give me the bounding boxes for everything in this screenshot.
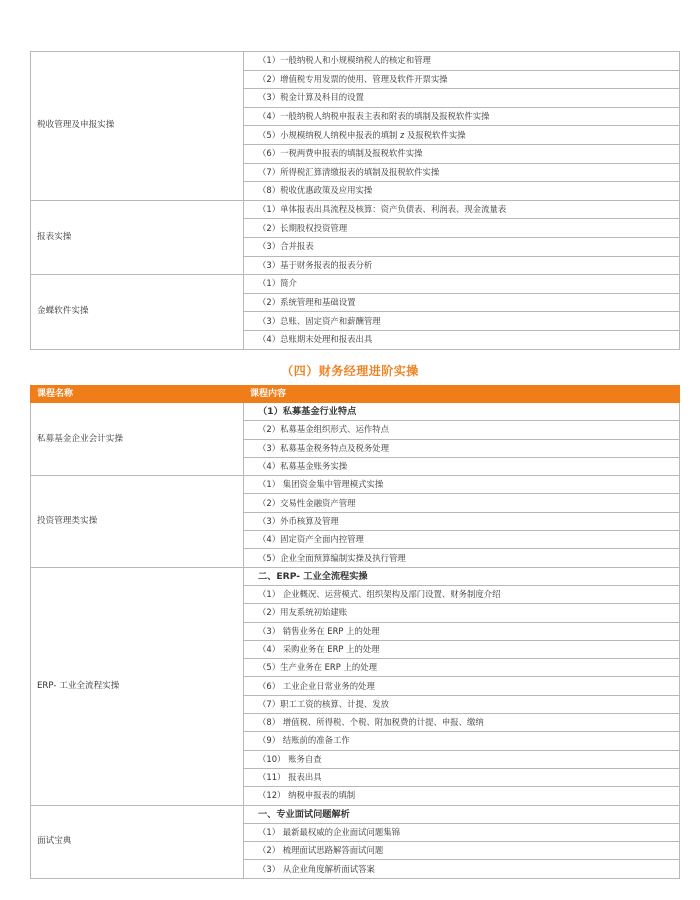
course-item: （2）增值税专用发票的使用、管理及软件开票实操 bbox=[244, 70, 680, 89]
course-item: （4）私募基金账务实操 bbox=[244, 457, 680, 475]
course-item: （7）职工工资的核算、计提、发放 bbox=[244, 695, 680, 713]
table-row bbox=[31, 52, 680, 71]
course-item: （3）外币核算及管理 bbox=[244, 512, 680, 530]
course-item: （1）一般纳税人和小规模纳税人的核定和管理 bbox=[244, 52, 680, 71]
course-item: （1） 集团资金集中管理模式实操 bbox=[244, 476, 680, 494]
course-item: （2）私募基金组织形式、运作特点 bbox=[244, 421, 680, 439]
course-name-cell: ERP- 工业全流程实操 bbox=[31, 567, 244, 805]
tax-course-table bbox=[30, 51, 680, 350]
course-item: （3）基于财务报表的报表分析 bbox=[244, 256, 680, 275]
course-item: （7）所得税汇算清缴报表的填制及报税软件实操 bbox=[244, 163, 680, 182]
table-header-row bbox=[31, 386, 680, 403]
course-item: （4）一般纳税人纳税申报表主表和附表的填制及报税软件实操 bbox=[244, 107, 680, 126]
table-row bbox=[31, 476, 680, 494]
course-item: （3） 从企业角度解析面试答案 bbox=[244, 860, 680, 878]
course-name-cell: 金蝶软件实操 bbox=[31, 275, 244, 349]
table-row bbox=[31, 200, 680, 219]
course-item: （1） 企业概况、运营模式、组织架构及部门设置、财务制度介绍 bbox=[244, 585, 680, 603]
course-item: 一、专业面试问题解析 bbox=[244, 805, 680, 823]
course-item: （5）生产业务在 ERP 上的处理 bbox=[244, 659, 680, 677]
column-header-course-content: 课程内容 bbox=[244, 386, 680, 403]
table-row bbox=[31, 805, 680, 823]
course-item: （3）合并报表 bbox=[244, 237, 680, 256]
course-item: （3）私募基金税务特点及税务处理 bbox=[244, 439, 680, 457]
course-item: （12） 纳税申报表的填制 bbox=[244, 787, 680, 805]
course-item: （3）税金计算及科目的设置 bbox=[244, 89, 680, 108]
table-row bbox=[31, 403, 680, 421]
course-item: （2）用友系统初始建账 bbox=[244, 604, 680, 622]
course-item: （2）长期股权投资管理 bbox=[244, 219, 680, 238]
course-item: （9） 结账前的准备工作 bbox=[244, 732, 680, 750]
course-item: （8） 增值税、所得税、个税、附加税费的计提、申报、缴纳 bbox=[244, 714, 680, 732]
course-item: （2）系统管理和基础设置 bbox=[244, 293, 680, 312]
section-title: （四）财务经理进阶实操 bbox=[281, 364, 419, 378]
course-item: （2） 梳理面试思路解答面试问题 bbox=[244, 842, 680, 860]
course-name-cell: 报表实操 bbox=[31, 200, 244, 274]
course-item: （5）小规模纳税人纳税申报表的填制 z 及报税软件实操 bbox=[244, 126, 680, 145]
course-item: （4）固定资产全面内控管理 bbox=[244, 531, 680, 549]
course-item: （6） 工业企业日常业务的处理 bbox=[244, 677, 680, 695]
table-row bbox=[31, 275, 680, 294]
course-item: （4） 采购业务在 ERP 上的处理 bbox=[244, 640, 680, 658]
course-item: （11） 报表出具 bbox=[244, 768, 680, 786]
course-name-cell: 投资管理类实操 bbox=[31, 476, 244, 567]
course-name-cell: 私募基金企业会计实操 bbox=[31, 403, 244, 476]
course-item: （6）一税两费申报表的填制及报税软件实操 bbox=[244, 144, 680, 163]
course-item: （2）交易性金融资产管理 bbox=[244, 494, 680, 512]
course-item: （1）私募基金行业特点 bbox=[244, 403, 680, 421]
course-item: （10） 账务自查 bbox=[244, 750, 680, 768]
finance-manager-course-table bbox=[30, 385, 680, 879]
course-name-cell: 面试宝典 bbox=[31, 805, 244, 878]
course-name-cell: 税收管理及申报实操 bbox=[31, 52, 244, 201]
course-item: （1）单体报表出具流程及核算：资产负债表、利润表、现金流量表 bbox=[244, 200, 680, 219]
course-item: （5）企业全面预算编制实操及执行管理 bbox=[244, 549, 680, 567]
column-header-course-name: 课程名称 bbox=[31, 386, 244, 403]
course-item: （4）总账期末处理和报表出具 bbox=[244, 330, 680, 349]
course-item: （8）税收优惠政策及应用实操 bbox=[244, 182, 680, 201]
course-item: （1）简介 bbox=[244, 275, 680, 294]
table-row bbox=[31, 567, 680, 585]
course-item: （3）总账、固定资产和薪酬管理 bbox=[244, 312, 680, 331]
course-item: （1） 最新最权威的企业面试问题集锦 bbox=[244, 823, 680, 841]
course-item: （3） 销售业务在 ERP 上的处理 bbox=[244, 622, 680, 640]
course-item: 二、ERP- 工业全流程实操 bbox=[244, 567, 680, 585]
